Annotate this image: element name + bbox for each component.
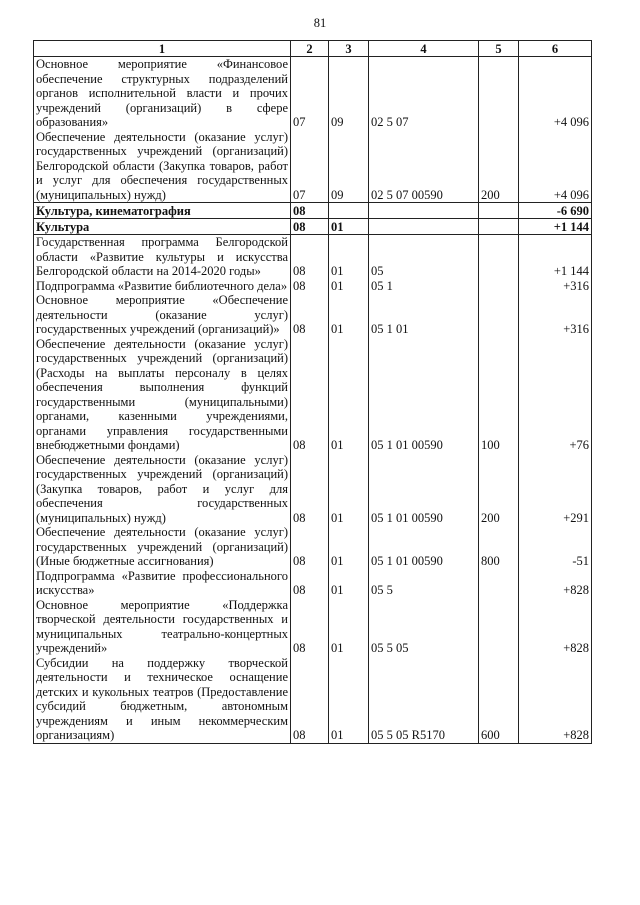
- row-amount: +316: [519, 293, 592, 337]
- table-row: [34, 598, 592, 656]
- row-target-article: 02 5 07 00590: [369, 130, 479, 203]
- table-row: [34, 235, 592, 279]
- row-subsection: 01: [329, 569, 369, 598]
- row-subsection: 01: [329, 525, 369, 569]
- row-expense-type: [479, 293, 519, 337]
- row-section: 08: [291, 598, 329, 656]
- row-expense-type: 200: [479, 453, 519, 526]
- row-amount: +828: [519, 569, 592, 598]
- row-target-article: 05 1 01 00590: [369, 525, 479, 569]
- row-subsection: 01: [329, 235, 369, 279]
- section-row: [34, 203, 592, 219]
- row-expense-type: [479, 598, 519, 656]
- row-description: Подпрограмма «Развитие библиотечного дела»: [34, 279, 291, 294]
- row-description: Основное мероприятие «Обеспечение деятельности (оказание услуг) государственных учреждений (организаций)»: [34, 293, 291, 337]
- row-section: 08: [291, 656, 329, 744]
- row-section: 08: [291, 219, 329, 235]
- row-description: Обеспечение деятельности (оказание услуг) государственных учреждений (организаций) Белгородской области (Закупка товаров, работ и услуг для обеспечения государственных (муниципальных) нужд): [34, 130, 291, 203]
- row-section: 08: [291, 569, 329, 598]
- row-subsection: [329, 203, 369, 219]
- row-section: 08: [291, 453, 329, 526]
- row-target-article: 05: [369, 235, 479, 279]
- row-amount: +76: [519, 337, 592, 453]
- row-target-article: 05 1 01 00590: [369, 337, 479, 453]
- row-subsection: 01: [329, 598, 369, 656]
- row-description: Культура, кинематография: [34, 203, 291, 219]
- header-col-3: 3: [329, 41, 369, 57]
- row-description: Обеспечение деятельности (оказание услуг) государственных учреждений (организаций) (Иные бюджетные ассигнования): [34, 525, 291, 569]
- row-description: Основное мероприятие «Финансовое обеспечение структурных подразделений органов исполнительной власти и прочих учреждений (организаций) в сфере образования»: [34, 57, 291, 130]
- table-row: [34, 525, 592, 569]
- row-amount: +828: [519, 598, 592, 656]
- table-row: [34, 337, 592, 453]
- table-row: [34, 453, 592, 526]
- row-target-article: [369, 219, 479, 235]
- header-col-5: 5: [479, 41, 519, 57]
- row-target-article: 05 1 01: [369, 293, 479, 337]
- row-expense-type: 600: [479, 656, 519, 744]
- row-description: Основное мероприятие «Поддержка творческой деятельности государственных и муниципальных театрально-концертных учреждений»: [34, 598, 291, 656]
- header-col-1: 1: [34, 41, 291, 57]
- row-description: Субсидии на поддержку творческой деятельности и техническое оснащение детских и кукольных театров (Предоставление субсидий бюджетным, автономным учреждениям и иным некоммерческим организациям): [34, 656, 291, 744]
- section-row: [34, 219, 592, 235]
- row-description: Обеспечение деятельности (оказание услуг) государственных учреждений (организаций) (Закупка товаров, работ и услуг для обеспечения государственных (муниципальных) нужд): [34, 453, 291, 526]
- row-target-article: 02 5 07: [369, 57, 479, 130]
- row-subsection: 01: [329, 293, 369, 337]
- row-expense-type: [479, 235, 519, 279]
- header-col-6: 6: [519, 41, 592, 57]
- row-description: Обеспечение деятельности (оказание услуг) государственных учреждений (организаций) (Расходы на выплаты персоналу в целях обеспечения выполнения функций государственными (муниципальными) органами, казенными учреждениями, органами управления государственными внебюджетными фондами): [34, 337, 291, 453]
- row-expense-type: [479, 279, 519, 294]
- page-number: 81: [313, 16, 327, 30]
- row-section: 08: [291, 235, 329, 279]
- row-expense-type: [479, 219, 519, 235]
- row-amount: -6 690: [519, 203, 592, 219]
- table-row: [34, 569, 592, 598]
- row-subsection: 09: [329, 57, 369, 130]
- row-section: 07: [291, 130, 329, 203]
- row-target-article: [369, 203, 479, 219]
- row-description: Подпрограмма «Развитие профессионального искусства»: [34, 569, 291, 598]
- row-subsection: 01: [329, 453, 369, 526]
- row-subsection: 01: [329, 219, 369, 235]
- row-target-article: 05 1: [369, 279, 479, 294]
- row-subsection: 01: [329, 279, 369, 294]
- row-amount: +291: [519, 453, 592, 526]
- row-description: Государственная программа Белгородской области «Развитие культуры и искусства Белгородской области на 2014-2020 годы»: [34, 235, 291, 279]
- row-amount: -51: [519, 525, 592, 569]
- row-target-article: 05 1 01 00590: [369, 453, 479, 526]
- row-expense-type: [479, 569, 519, 598]
- budget-table: [33, 40, 592, 744]
- table-row: [34, 656, 592, 744]
- table-row: [34, 279, 592, 294]
- row-amount: +316: [519, 279, 592, 294]
- row-section: 08: [291, 293, 329, 337]
- row-section: 08: [291, 279, 329, 294]
- row-section: 08: [291, 203, 329, 219]
- row-target-article: 05 5 05 R5170: [369, 656, 479, 744]
- table-row: [34, 130, 592, 203]
- row-description: Культура: [34, 219, 291, 235]
- row-expense-type: 100: [479, 337, 519, 453]
- row-section: 08: [291, 525, 329, 569]
- row-amount: +828: [519, 656, 592, 744]
- row-expense-type: [479, 203, 519, 219]
- row-section: 08: [291, 337, 329, 453]
- row-amount: +4 096: [519, 130, 592, 203]
- table-row: [34, 293, 592, 337]
- row-target-article: 05 5 05: [369, 598, 479, 656]
- row-expense-type: 200: [479, 130, 519, 203]
- header-col-4: 4: [369, 41, 479, 57]
- row-expense-type: 800: [479, 525, 519, 569]
- row-subsection: 09: [329, 130, 369, 203]
- row-amount: +4 096: [519, 57, 592, 130]
- table-row: [34, 57, 592, 130]
- row-target-article: 05 5: [369, 569, 479, 598]
- row-subsection: 01: [329, 656, 369, 744]
- row-expense-type: [479, 57, 519, 130]
- header-col-2: 2: [291, 41, 329, 57]
- row-section: 07: [291, 57, 329, 130]
- row-amount: +1 144: [519, 235, 592, 279]
- header-row: [34, 41, 592, 57]
- row-subsection: 01: [329, 337, 369, 453]
- row-amount: +1 144: [519, 219, 592, 235]
